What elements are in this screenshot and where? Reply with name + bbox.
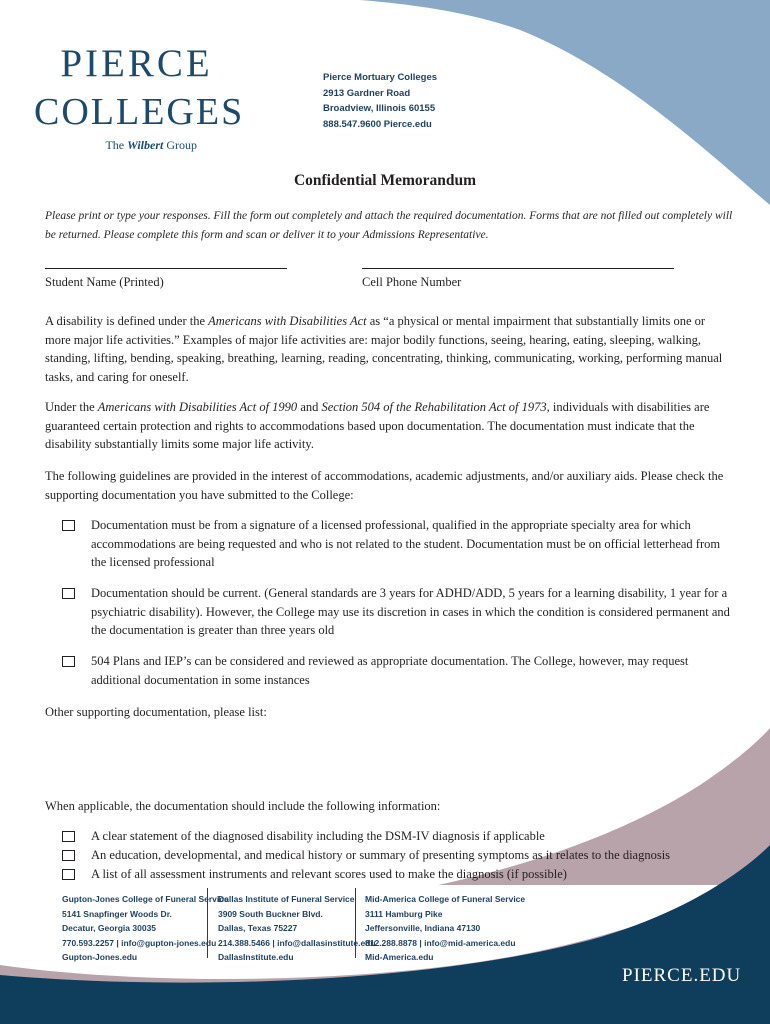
disability-definition-paragraph bbox=[45, 312, 725, 386]
address-name: Pierce Mortuary Colleges bbox=[323, 72, 438, 83]
checklist-item[interactable] bbox=[62, 827, 732, 846]
other-documentation-label: Other supporting documentation, please list: bbox=[45, 705, 267, 719]
footer-college-name: Gupton-Jones College of Funeral Service bbox=[62, 894, 229, 904]
address-contact: 888.547.9600 Pierce.edu bbox=[323, 118, 432, 130]
checklist-item-text: A clear statement of the diagnosed disability including the DSM-IV diagnosis if applicable bbox=[91, 829, 545, 843]
cell-phone-field[interactable] bbox=[362, 268, 674, 269]
footer-college-mid-america bbox=[365, 892, 525, 965]
footer-college-name: Dallas Institute of Funeral Service bbox=[218, 894, 355, 904]
address-street: 2913 Gardner Road bbox=[323, 87, 411, 99]
footer-url-link[interactable]: PIERCE.EDU bbox=[622, 965, 742, 986]
para2-section: Section 504 of the Rehabilitation Act of 1973 bbox=[321, 400, 547, 414]
footer-college-web: DallasInstitute.edu bbox=[218, 952, 294, 962]
para2-ada: Americans with Disabilities Act of 1990 bbox=[97, 400, 298, 414]
checkbox[interactable] bbox=[62, 520, 75, 531]
checkbox[interactable] bbox=[62, 869, 75, 880]
footer-divider bbox=[207, 888, 208, 958]
checklist-item[interactable] bbox=[62, 516, 732, 572]
footer-college-street: 5141 Snapfinger Woods Dr. bbox=[62, 908, 172, 919]
ada-paragraph bbox=[45, 398, 725, 454]
checkbox[interactable] bbox=[62, 850, 75, 861]
checklist-item[interactable] bbox=[62, 584, 732, 640]
address-city: Broadview, Illinois 60155 bbox=[323, 103, 436, 114]
checkbox[interactable] bbox=[62, 588, 75, 599]
footer-college-web: Mid-America.edu bbox=[365, 952, 434, 962]
para2-text-b: , individuals with disabilities are guaranteed certain protection and rights to accommodations based upon documentation. The documentation must indicate that the disability substantially limits some major life activity. bbox=[45, 400, 710, 451]
checklist-item-text: A list of all assessment instruments and relevant scores used to make the diagnosis (if possible) bbox=[91, 867, 567, 881]
form-instructions: Please print or type your responses. Fill the form out completely and attach the required documentation. Forms that are not filled out completely will be returned. Please complete this form and scan or deliver it to your Admissions Representative. bbox=[45, 210, 733, 241]
student-name-field[interactable] bbox=[45, 268, 287, 269]
logo-group-script: Wilbert bbox=[127, 138, 164, 152]
footer-college-contact: 770.593.2257 | info@gupton-jones.edu bbox=[62, 937, 217, 948]
footer-college-city: Dallas, Texas 75227 bbox=[218, 923, 298, 933]
checklist-item[interactable] bbox=[62, 846, 732, 865]
applicable-label: When applicable, the documentation should include the following information: bbox=[45, 799, 441, 813]
footer-college-street: 3909 South Buckner Blvd. bbox=[218, 908, 323, 919]
pierce-colleges-logo bbox=[34, 42, 245, 153]
para1-text-a: A disability is defined under the bbox=[45, 314, 209, 328]
form-title: Confidential Memorandum bbox=[293, 172, 477, 189]
logo-group-suffix: Group bbox=[166, 138, 197, 152]
logo-pierce-text: PIERCE bbox=[60, 42, 213, 85]
footer-college-contact: 214.388.5466 | info@dallasinstitute.edu bbox=[218, 937, 376, 948]
checklist-item-text: Documentation should be current. (General standards are 3 years for ADHD/ADD, 5 years for a learning disability, 1 year for a psychiatric disability). However, the College may use its discretion in cases in which the condition is considered permanent and the documentation is greater than three years old bbox=[91, 586, 730, 637]
checklist-item-text: 504 Plans and IEP’s can be considered and reviewed as appropriate documentation. The College, however, may request additional documentation in some instances bbox=[91, 654, 689, 687]
para1-text-b: as “a physical or mental impairment that substantially limits one or more major life activities.” Examples of major life activities are: major bodily functions, seeing, hearing, eating, sleeping, walking, standing, lifting, bending, speaking, breathing, learning, reading, concentrating, thinking, communicating, working, performing manual tasks, and caring for oneself. bbox=[45, 314, 723, 384]
footer-college-web: Gupton-Jones.edu bbox=[62, 952, 138, 962]
footer-college-city: Decatur, Georgia 30035 bbox=[62, 923, 157, 933]
guidelines-paragraph: The following guidelines are provided in the interest of accommodations, academic adjustments, and/or auxiliary aids. Please check the supporting documentation you have submitted to the College: bbox=[45, 469, 724, 502]
footer-college-dallas bbox=[218, 892, 376, 965]
footer-college-name: Mid-America College of Funeral Service bbox=[365, 894, 526, 904]
logo-group-text bbox=[34, 138, 239, 153]
checklist-item-text: Documentation must be from a signature of a licensed professional, qualified in the appropriate specialty area for which accommodations are being requested and who is not related to the student. Documentation must be on official letterhead from the licensed professional bbox=[91, 518, 721, 569]
checklist-item[interactable] bbox=[62, 652, 732, 689]
footer-college-city: Jeffersonville, Indiana 47130 bbox=[365, 923, 481, 933]
footer-college-street: 3111 Hamburg Pike bbox=[365, 908, 443, 919]
footer-divider bbox=[355, 888, 356, 958]
para2-and: and bbox=[297, 400, 322, 414]
logo-group-prefix: The bbox=[105, 138, 125, 152]
checklist-item-text: An education, developmental, and medical history or summary of presenting symptoms as it relates to the diagnosis bbox=[91, 848, 671, 862]
para2-text-a: Under the bbox=[45, 400, 98, 414]
cell-phone-label: Cell Phone Number bbox=[362, 275, 462, 289]
logo-colleges-text: COLLEGES bbox=[34, 91, 245, 133]
header-address bbox=[323, 70, 437, 132]
checkbox[interactable] bbox=[62, 831, 75, 842]
checkbox[interactable] bbox=[62, 656, 75, 667]
footer-college-contact: 812.288.8878 | info@mid-america.edu bbox=[365, 937, 516, 948]
student-name-label: Student Name (Printed) bbox=[45, 275, 164, 289]
para1-ada: Americans with Disabilities Act bbox=[208, 314, 367, 328]
footer-college-gupton-jones bbox=[62, 892, 229, 965]
checklist-item[interactable] bbox=[62, 865, 732, 884]
